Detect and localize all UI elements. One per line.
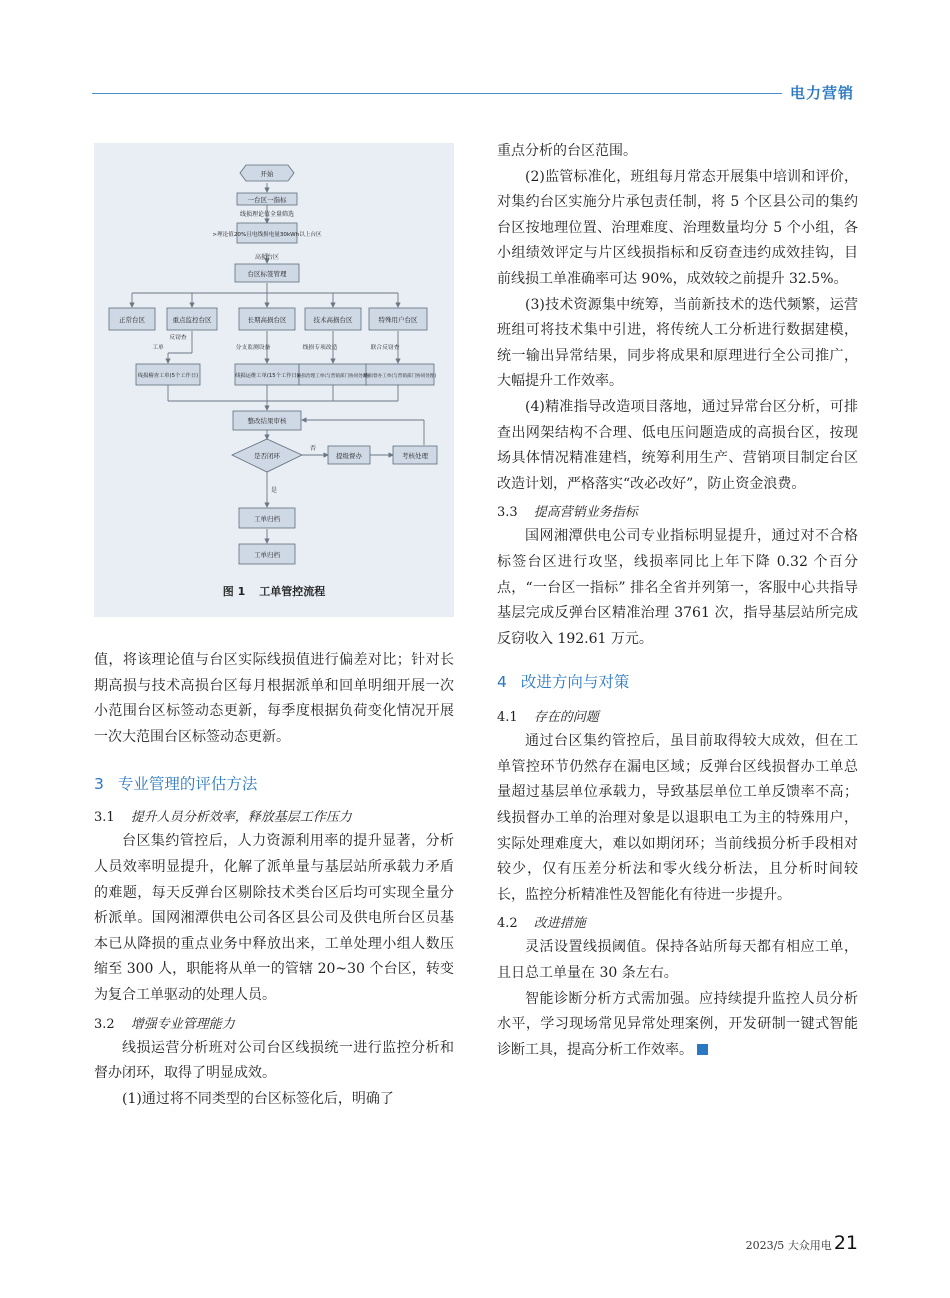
fc-wo3: 线损治理工单(与营销部门协同处理): [296, 374, 370, 379]
subsection-3-2-paragraph-2: (1)通过将不同类型的台区标签化后，明确了: [122, 1090, 394, 1107]
fc-filing: 工单归档: [254, 515, 280, 523]
subsection-4-2-heading: [497, 912, 858, 931]
flowchart: [108, 159, 440, 573]
left-column: [94, 648, 454, 1112]
section-header: 电力营销: [790, 84, 855, 102]
fc-cat2: 重点监控台区: [172, 316, 212, 324]
subsection-4-2-paragraph-2-text: 智能诊断分析方式需加强。应持续提升监控人员分析水平，学习现场常见异常处理案例，开发研制一键式智能诊断工具，提高分析工作效率。: [497, 990, 858, 1058]
subsection-4-2-title: 改进措施: [533, 916, 586, 932]
fc-tagging: 台区标签管理: [247, 270, 287, 278]
subsection-3-2-title: 增强专业管理能力: [130, 1016, 235, 1032]
fc-archive: 工单归档: [254, 551, 280, 559]
fc-cat3: 长期高损台区: [247, 316, 287, 324]
left-para-continued: 值，将该理论值与台区实际线损值进行偏差对比；针对长期高损与技术高损台区每月根据派单和回单明细开展一次小范围台区标签动态更新，每季度根据负荷变化情况开展一次大范围台区标签动态更新。: [94, 652, 454, 745]
right-para-2: (3)技术资源集中统筹，当前新技术的迭代频繁，运营班组可将技术集中引进，将传统人工分析进行数据建模，统一输出异常结果，同步将成果和原理进行全公司推广，大幅提升工作效率。: [497, 296, 858, 390]
subsection-4-2-number: 4.2: [497, 916, 518, 932]
subsection-4-1-title: 存在的问题: [533, 710, 599, 726]
subsection-3-1-number: 3.1: [94, 810, 115, 826]
section-4-number: 4: [497, 673, 507, 692]
page-footer: [746, 1232, 858, 1254]
fc-escalate: 提级督办: [336, 452, 362, 460]
figure-caption-text: 工单管控流程: [259, 585, 326, 598]
section-3-title: 专业管理的评估方法: [117, 775, 258, 794]
subsection-4-1-paragraph: 通过台区集约管控后，虽目前取得较大成效，但在工单管控环节仍然存在漏电区域；反弹台区线损督办工单总量超过基层单位承载力，导致基层单位工单反馈率不高；线损督办工单的治理对象是以退职电工为主的特殊用户，实际处理难度大，难以如期闭环；当前线损分析手段相对较少，仅有压差分析法和零火线分析法，且分析时间较长，监控分析精准性及智能化有待进一步提升。: [497, 733, 858, 903]
subsection-3-1-paragraph: 台区集约管控后，人力资源利用率的提升显著，分析人员效率明显提升，化解了派单量与基层站所承载力矛盾的难题，每天反弹台区剔除技术类台区后均可实现全量分析派单。国网湘潭供电公司各区县公司及供电所台区员基本已从降损的重点业务中释放出来，工单处理小组人数压缩至 300 人，职能将从单一的管辖 20~30 个台区，转变为复合工单驱动的处理人员。: [94, 833, 454, 1003]
fc-note-filter: 线损理论值全量筛选: [239, 211, 295, 218]
subsection-3-2-paragraph-1: 线损运营分析班对公司台区线损统一进行监控分析和督办闭环，取得了明显成效。: [94, 1039, 454, 1082]
journal-issue: 2023/5 大众用电: [745, 1239, 832, 1252]
subsection-4-2-paragraph-1: 灵活设置线损阈值。保持各站所每天都有相应工单，且日总工单量在 30 条左右。: [497, 939, 858, 982]
fc-lbl3: 线损专项改造: [302, 345, 338, 351]
subsection-4-1-number: 4.1: [497, 710, 518, 726]
right-para-1: (2)监管标准化，班组每月常态开展集中培训和评价，对集约台区实施分片承包责任制，将 5 个区县公司的集约台区按地理位置、治理难度、治理数量均分 5 个小组，各小组绩效评定与片区线损指标和反窃查违约成效挂钩，目前线损工单准确率可达 90%，成效较之前提升 32.5%。: [497, 168, 858, 287]
subsection-3-3-title: 提高营销业务指标: [533, 505, 638, 521]
subsection-4-2-paragraph-2: [497, 987, 858, 1064]
right-column: [497, 139, 858, 1063]
subsection-3-3-paragraph: 国网湘潭供电公司专业指标明显提升，通过对不合格标签台区进行攻坚，线损率同比上年下降 0.32 个百分点，“一台区一指标” 排名全省并列第一，客服中心共指导基层完成反弹台区精准治理 3761 次，指导基层站所完成反窃收入 192.61 万元。: [497, 528, 858, 647]
fc-no: 否: [309, 445, 317, 452]
fc-cat4: 技术高损台区: [313, 316, 353, 324]
right-para-0: 重点分析的台区范围。: [497, 143, 637, 159]
fc-filter-rule: >理论值20%且电线损电量30kWh以上台区: [212, 232, 322, 238]
section-4-heading: [497, 670, 858, 692]
header-rule: [92, 93, 782, 94]
fc-lbl1: 反窃查: [169, 335, 187, 341]
right-para-3: (4)精准指导改造项目落地，通过异常台区分析，可排查出网架结构不合理、低电压问题造成的高损台区，按现场具体情况精准建档，统筹利用生产、营销项目制定台区改造计划，严格落实“改必改好”，防止资金浪费。: [497, 398, 858, 492]
subsection-4-1-heading: [497, 706, 858, 725]
page-number: 21: [833, 1232, 858, 1254]
fc-wo2: 线损运维工单(15个工作日): [235, 373, 299, 379]
fc-wo1: 线损稽查工单(5个工作日): [137, 373, 199, 379]
fc-cat1: 正常台区: [119, 316, 145, 324]
fc-lbl2: 分支监测设备: [235, 345, 271, 351]
subsection-3-2-number: 3.2: [94, 1016, 115, 1032]
figure-caption-number: 图 1: [222, 585, 246, 598]
fc-review: 整改结果审核: [247, 417, 287, 425]
fc-lbl4: 联合反窃查: [370, 345, 400, 351]
fc-lbl1b: 工单: [152, 345, 164, 351]
fc-wo4: 线损督办工单(与营销部门协同处理): [363, 374, 437, 379]
fc-start: 开始: [260, 170, 274, 178]
figure-caption: [94, 583, 454, 599]
subsection-3-1-title: 提升人员分析效率，释放基层工作压力: [130, 810, 352, 826]
end-of-article-mark: [697, 1044, 708, 1055]
section-4-title: 改进方向与对策: [520, 673, 630, 692]
subsection-3-3-heading: [497, 501, 858, 520]
fc-decision: 是否闭环: [254, 452, 280, 460]
flowchart-figure: [94, 143, 454, 617]
subsection-3-2-heading: [94, 1013, 454, 1032]
section-3-number: 3: [94, 775, 104, 794]
subsection-3-3-number: 3.3: [497, 505, 518, 521]
fc-high-loss: 高损台区: [254, 254, 280, 261]
subsection-3-1-heading: [94, 806, 454, 825]
fc-punish: 考核处理: [402, 452, 428, 460]
fc-cat5: 特殊用户台区: [378, 316, 418, 324]
fc-yes: 是: [270, 487, 278, 494]
fc-one-area: 一台区一指标: [247, 196, 287, 204]
section-3-heading: [94, 772, 454, 794]
